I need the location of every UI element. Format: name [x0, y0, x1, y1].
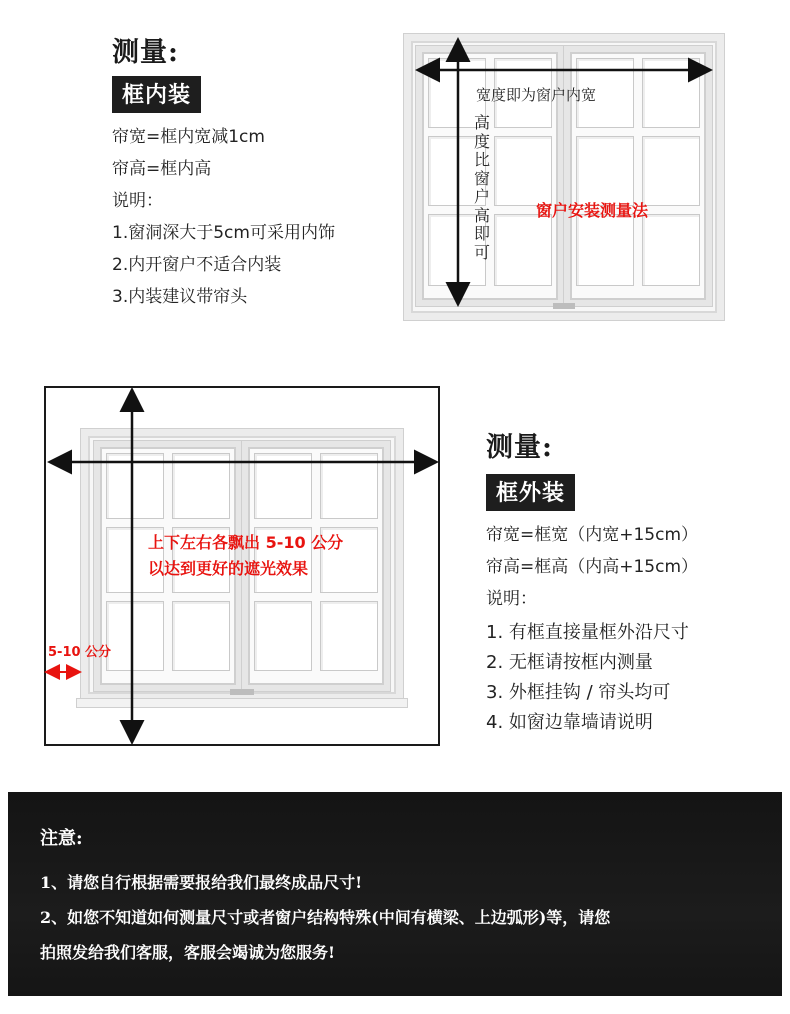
notice-line-2: 2、如您不知道如何测量尺寸或者窗户结构特殊(中间有横梁、上边弧形)等，请您 [40, 908, 611, 927]
inside-line-2: 帘高=框内高 [112, 159, 212, 179]
inside-mount-tag: 框内装 [112, 76, 201, 113]
notice-line-1: 1、请您自行根据需要报给我们最终成品尺寸! [40, 873, 363, 892]
outside-measure-title: 测量: [486, 432, 553, 463]
inside-line-4: 1.窗洞深大于5cm可采用内饰 [112, 223, 335, 243]
notice-line-3: 拍照发给我们客服，客服会竭诚为您服务! [40, 943, 336, 962]
outside-mount-text [486, 520, 698, 738]
outside-mount-tag: 框外装 [486, 474, 575, 511]
inside-mount-text [112, 122, 335, 314]
inside-line-6: 3.内装建议带帘头 [112, 287, 248, 307]
inside-measure-title: 测量: [112, 37, 179, 68]
outside-line-7: 4. 如窗边靠墙请说明 [486, 712, 653, 733]
inside-line-5: 2.内开窗户不适合内装 [112, 255, 282, 275]
width-label: 宽度即为窗户内宽 [476, 86, 597, 104]
inside-line-3: 说明： [112, 191, 163, 211]
outside-line-4: 1. 有框直接量框外沿尺寸 [486, 622, 689, 643]
outside-line-1: 帘宽=框宽（内宽+15cm） [486, 525, 699, 545]
notice-panel [8, 792, 782, 996]
inside-measure-arrows [400, 36, 730, 316]
method-label: 窗户安装测量法 [536, 201, 649, 220]
overlap-line-2: 以达到更好的遮光效果 [148, 559, 309, 578]
outside-line-3: 说明： [486, 589, 537, 609]
notice-title: 注意: [40, 828, 83, 849]
outside-line-2: 帘高=框高（内高+15cm） [486, 557, 699, 577]
outside-line-5: 2. 无框请按框内测量 [486, 652, 653, 673]
overlap-line-1: 上下左右各飘出 5-10 公分 [148, 533, 344, 552]
inside-line-1: 帘宽=框内宽减1cm [112, 127, 265, 147]
outside-line-6: 3. 外框挂钩 / 帘头均可 [486, 682, 671, 703]
margin-label: 5-10 公分 [48, 645, 112, 660]
height-label: 高度比窗户高即可 [474, 113, 491, 262]
